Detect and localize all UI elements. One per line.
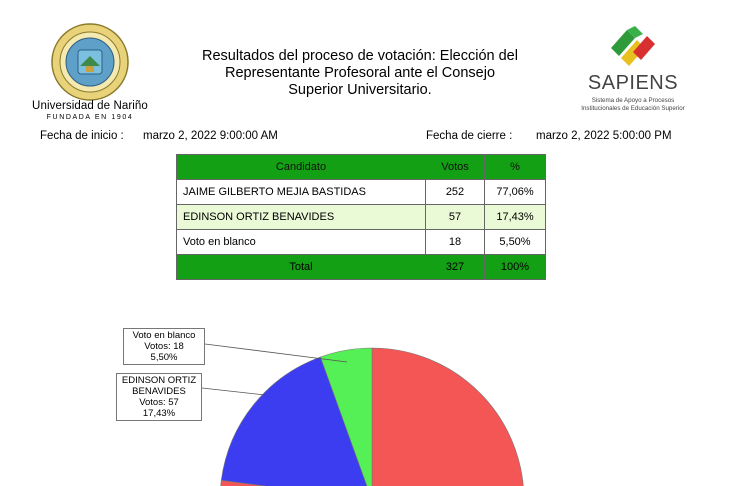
- sapiens-logo-mark: [607, 26, 659, 68]
- table-row: [177, 230, 546, 255]
- end-date-value: marzo 2, 2022 5:00:00 PM: [536, 130, 672, 142]
- callout-blank-vote: [123, 328, 205, 365]
- total-percent: 100%: [485, 255, 546, 280]
- title-line: Representante Profesoral ante el Consejo: [224, 65, 496, 81]
- callout-votes: Votos: 18: [144, 341, 184, 352]
- column-header-candidate: Candidato: [177, 155, 426, 180]
- sapiens-name: SAPIENS: [587, 72, 679, 94]
- callout-percent: 17,43%: [142, 408, 176, 419]
- total-votes: 327: [426, 255, 485, 280]
- start-date-value: marzo 2, 2022 9:00:00 AM: [143, 130, 278, 142]
- total-label: Total: [177, 255, 426, 280]
- candidate-votes: 252: [426, 180, 485, 205]
- title-line: Resultados del proceso de votación: Elección del: [202, 48, 518, 64]
- university-founded: FUNDADA EN 1904: [46, 114, 134, 121]
- candidate-percent: 77,06%: [485, 180, 546, 205]
- start-date-label: Fecha de inicio :: [40, 130, 124, 142]
- callout-label: BENAVIDES: [132, 386, 186, 397]
- callout-votes: Votos: 57: [139, 397, 179, 408]
- candidate-votes: 18: [426, 230, 485, 255]
- sapiens-subtitle: Institucionales de Educación Superior: [581, 105, 685, 112]
- candidate-percent: 5,50%: [485, 230, 546, 255]
- column-header-votes: Votos: [426, 155, 485, 180]
- table-total-row: [177, 255, 546, 280]
- callout-label: EDINSON ORTIZ: [121, 375, 197, 386]
- page-title: [190, 48, 530, 99]
- pie-chart: [0, 300, 741, 486]
- callout-edinson: [116, 373, 202, 421]
- leader-line-blank: [205, 344, 347, 362]
- university-name: Universidad de Nariño: [32, 100, 148, 112]
- sapiens-subtitle: Sistema de Apoyo a Procesos: [591, 97, 675, 104]
- university-seal-logo: [50, 22, 130, 102]
- candidate-percent: 17,43%: [485, 205, 546, 230]
- candidate-name: EDINSON ORTIZ BENAVIDES: [177, 205, 426, 230]
- column-header-percent: %: [485, 155, 546, 180]
- candidate-name: JAIME GILBERTO MEJIA BASTIDAS: [177, 180, 426, 205]
- table-row: [177, 205, 546, 230]
- table-header-row: [177, 155, 546, 180]
- end-date-label: Fecha de cierre :: [426, 130, 513, 142]
- title-line: Superior Universitario.: [288, 82, 432, 98]
- table-row: [177, 180, 546, 205]
- callout-percent: 5,50%: [150, 352, 178, 363]
- leader-line-edinson: [202, 388, 265, 395]
- candidate-votes: 57: [426, 205, 485, 230]
- callout-label: Voto en blanco: [132, 330, 196, 341]
- candidate-name: Voto en blanco: [177, 230, 426, 255]
- results-table: [176, 154, 546, 280]
